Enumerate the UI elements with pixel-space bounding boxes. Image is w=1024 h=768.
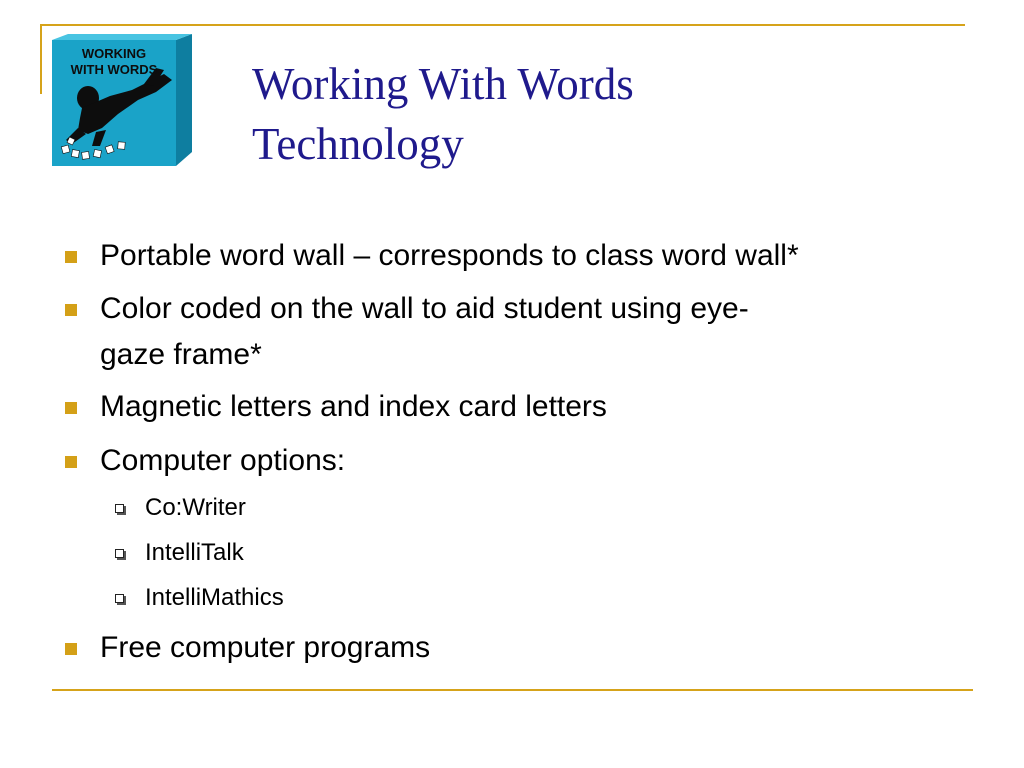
bullet-text: Magnetic letters and index card letters — [100, 390, 607, 423]
slide-title-line2: Technology — [252, 119, 464, 169]
bullet-item — [100, 233, 960, 279]
hollow-square-bullet-icon — [115, 549, 124, 558]
bullet-item — [100, 384, 960, 430]
sub-bullet-text: IntelliTalk — [145, 539, 244, 566]
slide-title-line1: Working With Words — [252, 59, 634, 109]
frame-bottom-line — [52, 689, 973, 691]
bullet-item — [100, 286, 960, 378]
square-bullet-icon — [65, 251, 77, 263]
bullet-text-line2: gaze frame* — [100, 338, 262, 371]
square-bullet-icon — [65, 402, 77, 414]
sub-bullet-text: IntelliMathics — [145, 584, 284, 611]
bullet-text: Free computer programs — [100, 631, 431, 664]
logo-text-line2: WITH WORDS — [70, 62, 158, 77]
square-bullet-icon — [65, 643, 77, 655]
hollow-square-bullet-icon — [115, 594, 124, 603]
logo-text-line1: WORKING — [81, 46, 147, 61]
bullet-item — [100, 438, 960, 484]
square-bullet-icon — [65, 304, 77, 316]
bullet-item — [100, 625, 960, 671]
square-bullet-icon — [65, 456, 77, 468]
hollow-square-bullet-icon — [115, 504, 124, 513]
bullet-text: Portable word wall – corresponds to class word wall* — [100, 239, 799, 272]
sub-bullet-item — [145, 538, 845, 568]
bullet-text-line1: Color coded on the wall to aid student using eye- — [100, 292, 749, 325]
sub-bullet-item — [145, 493, 845, 523]
sub-bullet-item — [145, 583, 845, 613]
bullet-text: Computer options: — [100, 444, 346, 477]
sub-bullet-text: Co:Writer — [145, 494, 246, 521]
